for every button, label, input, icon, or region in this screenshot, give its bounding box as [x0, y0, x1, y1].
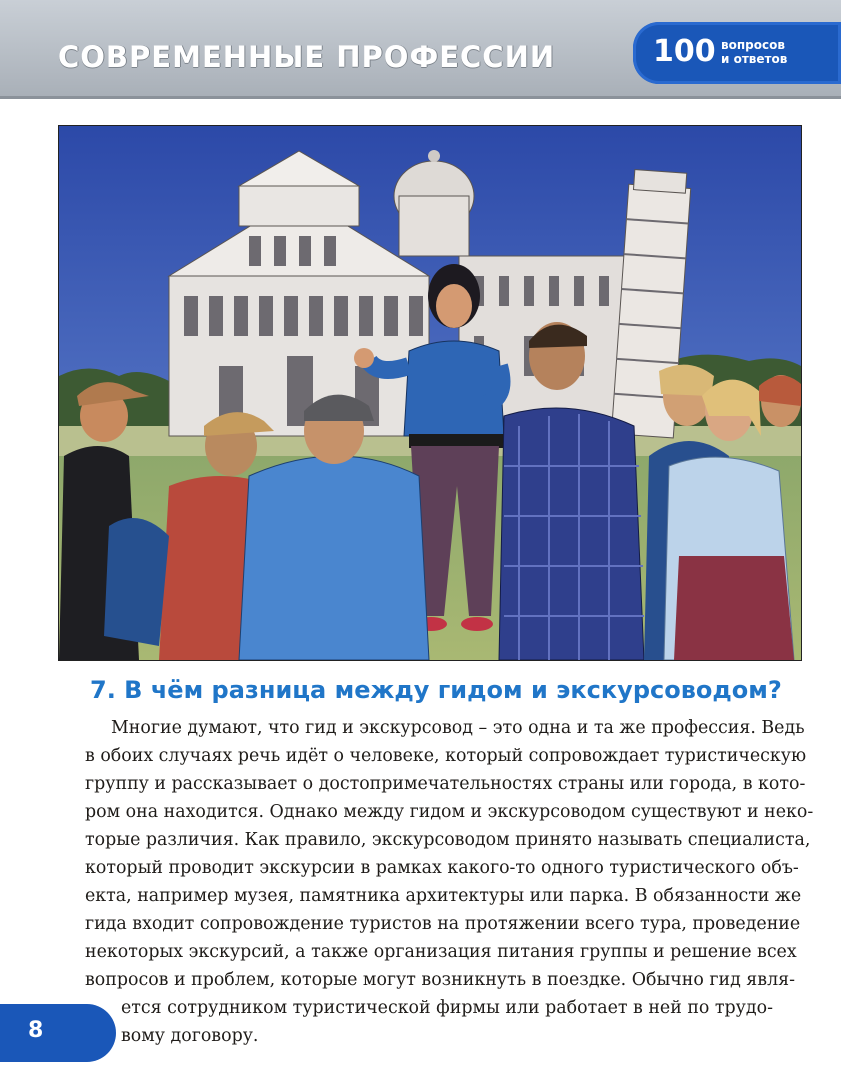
body-line: вопросов и проблем, которые могут возникнуть в поездке. Обычно гид явля-: [85, 970, 795, 990]
series-label-line1: вопросов: [721, 38, 785, 52]
body-line: торые различия. Как правило, экскурсоводом принято называть специалиста,: [85, 830, 811, 850]
section-title: СОВРЕМЕННЫЕ ПРОФЕССИИ: [58, 40, 556, 74]
body-line: некоторых экскурсий, а также организация питания группы и решение всех: [85, 942, 797, 962]
series-label-line2: и ответов: [721, 52, 788, 66]
body-line: ром она находится. Однако между гидом и экскурсоводом существуют и неко-: [85, 802, 814, 822]
body-line: Многие думают, что гид и экскурсовод – это одна и та же профессия. Ведь: [111, 718, 805, 738]
body-line: в обоих случаях речь идёт о человеке, который сопровождает туристическую: [85, 746, 807, 766]
page-number: 8: [28, 1018, 44, 1043]
question-title: 7. В чём разница между гидом и экскурсоводом?: [90, 676, 782, 704]
body-line: ется сотрудником туристической фирмы или работает в ней по трудо-: [121, 998, 773, 1018]
body-line: вому договору.: [121, 1026, 259, 1046]
body-line: екта, например музея, памятника архитектуры или парка. В обязанности же: [85, 886, 802, 906]
series-badge: [633, 22, 841, 84]
body-line: гида входит сопровождение туристов на протяжении всего тура, проведение: [85, 914, 801, 934]
series-label: [721, 38, 787, 66]
body-paragraph: [85, 714, 814, 1050]
illustration-tour-guide: [58, 125, 802, 661]
page-number-tab: [0, 1004, 116, 1062]
series-number: 100: [653, 34, 716, 69]
body-line: группу и рассказывает о достопримечательностях страны или города, в кото-: [85, 774, 806, 794]
body-line: который проводит экскурсии в рамках какого-то одного туристического объ-: [85, 858, 799, 878]
